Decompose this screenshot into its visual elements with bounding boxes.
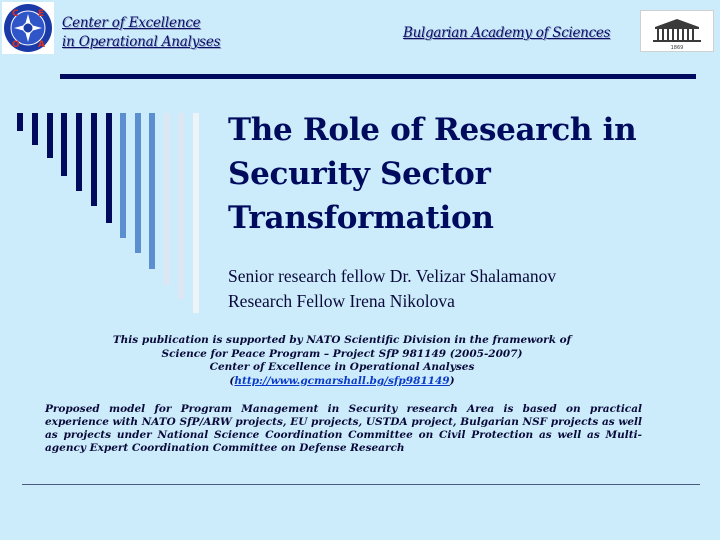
stripe <box>149 113 155 269</box>
support-line3: Center of Excellence in Operational Analyses <box>209 361 475 373</box>
coe-logo-letter: E <box>38 9 45 19</box>
coe-name-line2: in Operational Analyses <box>62 34 221 50</box>
stripe <box>164 113 170 285</box>
bas-logo-icon <box>640 10 714 52</box>
stripe <box>178 113 184 299</box>
title-line3: Transformation <box>228 200 494 236</box>
bas-logo-year: 1869 <box>670 45 684 51</box>
coe-name-line1: Center of Excellence <box>62 15 201 31</box>
coe-name[interactable] <box>62 14 220 52</box>
coe-logo-icon <box>2 2 54 54</box>
slide-title <box>228 108 698 240</box>
stripe <box>106 113 112 223</box>
support-statement <box>40 334 644 388</box>
author-1: Senior research fellow Dr. Velizar Shalamanov <box>228 266 557 286</box>
author-2: Research Fellow Irena Nikolova <box>228 291 455 311</box>
stripe <box>61 113 67 176</box>
proposed-model-paragraph: Proposed model for Program Management in Security research Area is based on practical experience with NATO SfP/ARW projects, EU projects, USTDA project, Bulgarian NSF projects as well as projects under National Science Coordination Committee on Civil Protection as well as Multi-agency Expert Coordination Committee on Defense Research <box>45 403 643 454</box>
link-open-paren: ( <box>229 374 235 387</box>
coe-logo-letter: O <box>12 40 20 50</box>
project-link[interactable]: http://www.gcmarshall.bg/sfp981149 <box>234 374 450 387</box>
support-line1: This publication is supported by NATO Scientific Division in the framework of <box>112 334 572 346</box>
stripe <box>32 113 38 145</box>
support-link-line <box>40 375 644 389</box>
stripe <box>76 113 82 191</box>
support-line2: Science for Peace Program – Project SfP 981149 (2005-2007) <box>161 347 523 360</box>
bottom-divider <box>22 484 700 485</box>
link-close-paren: ) <box>449 374 455 387</box>
stripe <box>17 113 23 131</box>
top-divider <box>60 74 696 79</box>
stripe <box>193 113 199 313</box>
title-line2: Security Sector <box>228 156 491 192</box>
stripe <box>91 113 97 206</box>
coe-logo-letter: C <box>12 9 19 19</box>
stripe <box>135 113 141 253</box>
stripe <box>47 113 53 158</box>
coe-logo-letter: A <box>38 40 45 50</box>
stripe <box>120 113 126 238</box>
title-line1: The Role of Research in <box>228 112 637 148</box>
bas-name-link[interactable]: Bulgarian Academy of Sciences <box>403 25 611 41</box>
